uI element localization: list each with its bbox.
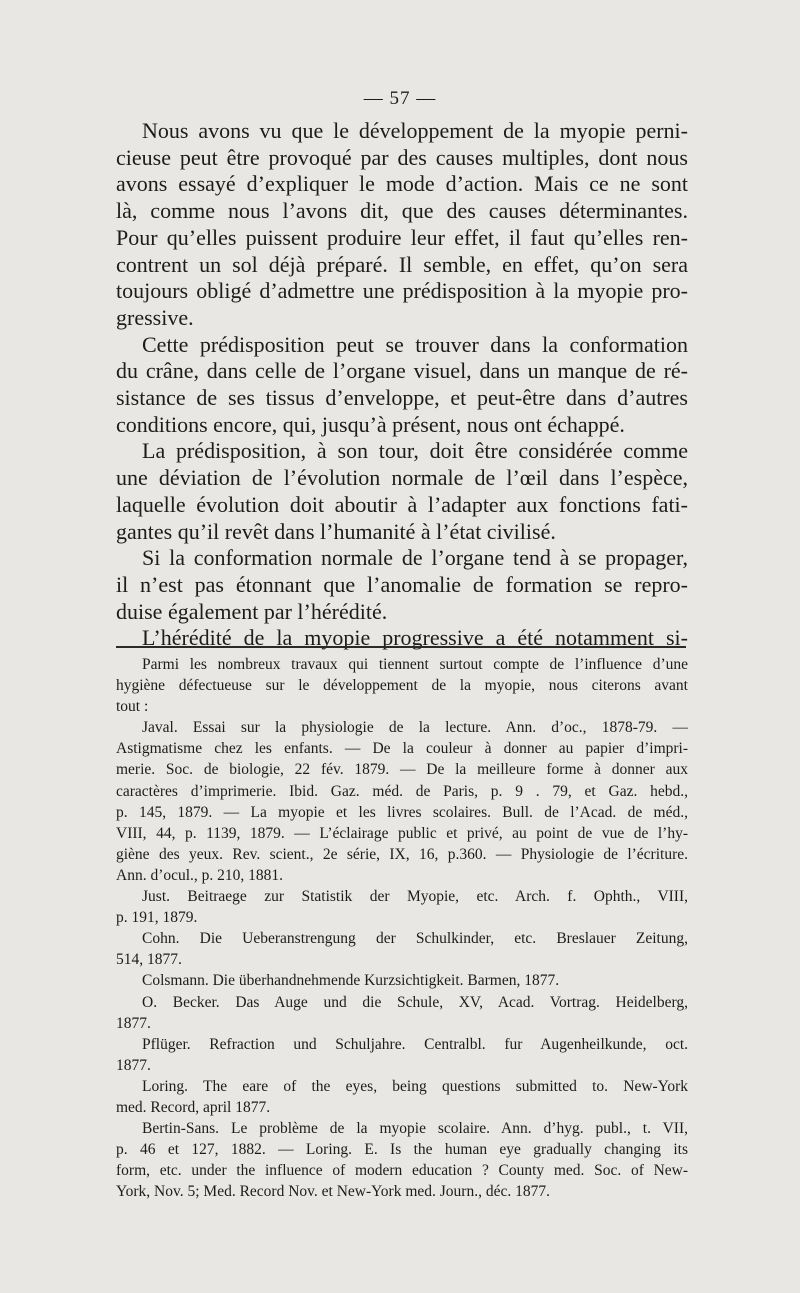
body-line: laquelle évolution doit aboutir à l’adapter aux fonctions fati- bbox=[116, 491, 688, 517]
body-line: La prédisposition, à son tour, doit être considérée comme bbox=[142, 438, 688, 464]
body-line: Nous avons vu que le développement de la myopie perni- bbox=[142, 118, 688, 143]
footnote-line: Astigmatisme chez les enfants. — De la couleur à donner au papier d’impri- bbox=[116, 740, 688, 758]
body-line: il n’est pas étonnant que l’anomalie de formation se repro- bbox=[116, 571, 688, 597]
footnote-line: p. 191, 1879. bbox=[116, 909, 198, 927]
footnote-line: p. 145, 1879. — La myopie et les livres scolaires. Bull. de l’Acad. de méd., bbox=[116, 803, 688, 821]
footnote-line: 514, 1877. bbox=[116, 951, 182, 969]
footnote-line: caractères d’imprimerie. Ibid. Gaz. méd. de Paris, p. 9 . 79, et Gaz. hebd., bbox=[116, 782, 688, 800]
body-line: contrent un sol déjà préparé. Il semble, en effet, qu’on sera bbox=[116, 251, 688, 277]
body-line: L’hérédité de la myopie progressive a été notamment si- bbox=[142, 625, 688, 651]
footnote-line: Colsmann. Die überhandnehmende Kurzsichtigkeit. Barmen, 1877. bbox=[142, 972, 560, 990]
footnote-line: Pflüger. Refraction und Schuljahre. Centralbl. fur Augenheilkunde, oct. bbox=[142, 1035, 688, 1053]
body-line: cieuse peut être provoqué par des causes multiples, dont nous bbox=[116, 144, 688, 170]
body-line: sistance de ses tissus d’enveloppe, et peut-être dans d’autres bbox=[116, 385, 688, 411]
footnote-line: Bertin-Sans. Le problème de la myopie scolaire. Ann. d’hyg. publ., t. VII, bbox=[142, 1120, 688, 1138]
footnote-line: tout : bbox=[116, 698, 149, 716]
body-line: Pour qu’elles puissent produire leur effet, il faut qu’elles ren- bbox=[116, 224, 688, 250]
body-line: une déviation de l’évolution normale de l’œil dans l’espèce, bbox=[116, 465, 688, 491]
footnote-line: form, etc. under the influence of modern education ? County med. Soc. of New- bbox=[116, 1162, 688, 1180]
footnote-line: Just. Beitraege zur Statistik der Myopie, etc. Arch. f. Ophth., VIII, bbox=[142, 888, 688, 906]
footnote-line: Parmi les nombreux travaux qui tiennent surtout compte de l’influence d’une bbox=[142, 656, 688, 673]
body-line: gressive. bbox=[116, 304, 194, 330]
footnote-line: p. 46 et 127, 1882. — Loring. E. Is the human eye gradually changing its bbox=[116, 1141, 688, 1159]
body-line: là, comme nous l’avons dit, que des causes déterminantes. bbox=[116, 198, 688, 224]
footnote-line: 1877. bbox=[116, 1056, 151, 1074]
footnote-line: med. Record, april 1877. bbox=[116, 1098, 271, 1116]
footnote-line: Loring. The eare of the eyes, being questions submitted to. New-York bbox=[142, 1077, 688, 1095]
body-line: duise également par l’hérédité. bbox=[116, 598, 388, 624]
body-line: Si la conformation normale de l’organe tend à se propager, bbox=[142, 545, 688, 571]
footnote-line: merie. Soc. de biologie, 22 fév. 1879. — De la meilleure forme à donner aux bbox=[116, 761, 688, 779]
footnote-separator bbox=[116, 646, 686, 648]
footnote-line: O. Becker. Das Auge und die Schule, XV, Acad. Vortrag. Heidelberg, bbox=[142, 993, 688, 1011]
body-text bbox=[116, 118, 688, 652]
body-line: toujours obligé d’admettre une prédisposition à la myopie pro- bbox=[116, 278, 688, 304]
footnote-line: VIII, 44, p. 1139, 1879. — L’éclairage public et privé, au point de vue de l’hy- bbox=[116, 824, 688, 842]
footnote-line: Ann. d’ocul., p. 210, 1881. bbox=[116, 866, 284, 884]
footnote-line: hygiène défectueuse sur le développement de la myopie, nous citerons avant bbox=[116, 677, 688, 695]
footnote-line: 1877. bbox=[116, 1014, 151, 1032]
footnote-line: Javal. Essai sur la physiologie de la lecture. Ann. d’oc., 1878-79. — bbox=[142, 719, 688, 737]
body-line: gantes qu’il revêt dans l’humanité à l’état civilisé. bbox=[116, 518, 556, 544]
footnotes bbox=[116, 654, 688, 1202]
body-line: avons essayé d’expliquer le mode d’action. Mais ce ne sont bbox=[116, 171, 688, 197]
footnote-line: giène des yeux. Rev. scient., 2e série, IX, 16, p.360. — Physiologie de l’écriture. bbox=[116, 845, 688, 863]
footnote-line: York, Nov. 5; Med. Record Nov. et New-York med. Journ., déc. 1877. bbox=[116, 1183, 550, 1201]
footnote-line: Cohn. Die Ueberanstrengung der Schulkinder, etc. Breslauer Zeitung, bbox=[142, 930, 688, 948]
body-line: du crâne, dans celle de l’organe visuel, dans un manque de ré- bbox=[116, 358, 688, 384]
body-line: conditions encore, qui, jusqu’à présent, nous ont échappé. bbox=[116, 411, 625, 437]
page-number: — 57 — bbox=[363, 88, 437, 109]
body-line: Cette prédisposition peut se trouver dans la conformation bbox=[142, 331, 688, 357]
